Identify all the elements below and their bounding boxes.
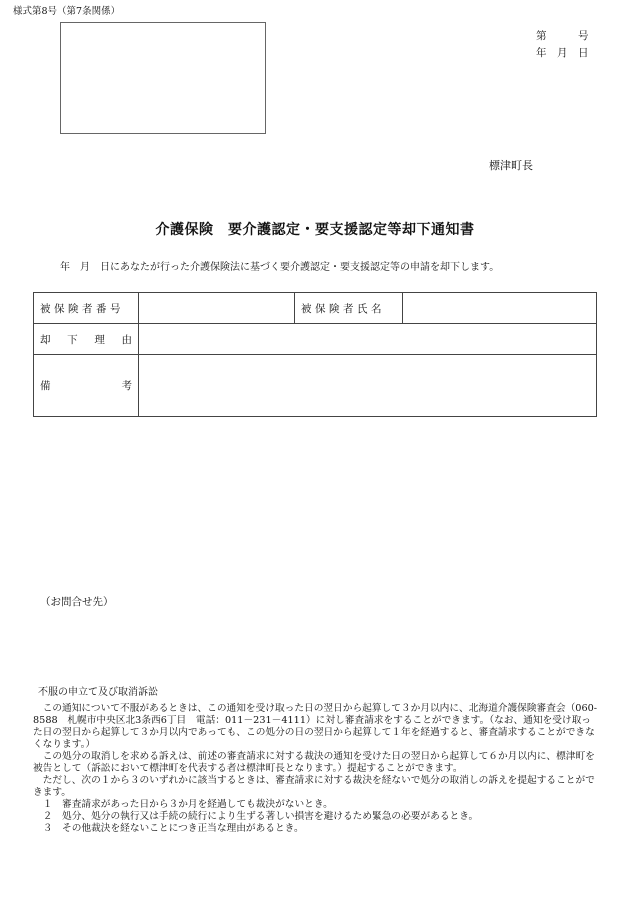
table-row <box>34 293 597 324</box>
reason-value <box>139 324 597 355</box>
contact-label: （お問合せ先） <box>40 596 114 608</box>
appeal-body <box>33 703 599 835</box>
insured-number-label: 被保険者番号 <box>34 293 139 324</box>
appeal-paragraph: この通知について不服があるときは、この通知を受け取った日の翌日から起算して３か月以内に、北海道介護保険審査会（060-8588 札幌市中央区北3条西6丁目 電話：011－231－4111）に対し審査請求をすることができます。（なお、通知を受け取った日の翌日から起算して３か月以内であっても、この処分の日の翌日から起算して１年を経過すると、審査請求することができなくなります。） <box>33 703 598 750</box>
document-number: 第 号 <box>536 30 589 42</box>
insured-name-value <box>403 293 597 324</box>
notice-table <box>33 292 597 417</box>
document-number-block <box>536 28 589 62</box>
table-row <box>34 355 597 417</box>
page-title: 介護保険 要介護認定・要支援認定等却下通知書 <box>155 222 475 238</box>
appeal-heading: 不服の申立て及び取消訴訟 <box>38 687 158 698</box>
document-date: 年 月 日 <box>536 47 589 59</box>
appeal-item: ２ 処分、処分の執行又は手続の続行により生ずる著しい損害を避けるため緊急の必要があるとき。 <box>42 811 479 822</box>
address-box <box>60 22 266 134</box>
form-code: 様式第8号（第7条関係） <box>13 6 121 17</box>
issuer-name: 標津町長 <box>489 159 533 172</box>
appeal-item: ３ その他裁決を経ないことにつき正当な理由があるとき。 <box>42 823 304 834</box>
intro-text: 年 月 日にあなたが行った介護保険法に基づく要介護認定・要支援認定等の申請を却下します。 <box>60 262 500 273</box>
appeal-paragraph: ただし、次の１から３のいずれかに該当するときは、審査請求に対する裁決を経ないで処分の取消しの訴えを提起することができます。 <box>33 775 595 798</box>
reason-label: 却 下 理 由 <box>34 324 139 355</box>
insured-number-value <box>139 293 295 324</box>
remarks-value <box>139 355 597 417</box>
insured-name-label: 被保険者氏名 <box>295 293 403 324</box>
table-row <box>34 324 597 355</box>
appeal-paragraph: この処分の取消しを求める訴えは、前述の審査請求に対する裁決の通知を受けた日の翌日から起算して６か月以内に、標津町を被告として（訴訟において標津町を代表する者は標津町長となります。）提起することができます。 <box>33 751 595 774</box>
remarks-label: 備 考 <box>34 355 139 417</box>
appeal-item: １ 審査請求があった日から３か月を経過しても裁決がないとき。 <box>42 799 333 810</box>
